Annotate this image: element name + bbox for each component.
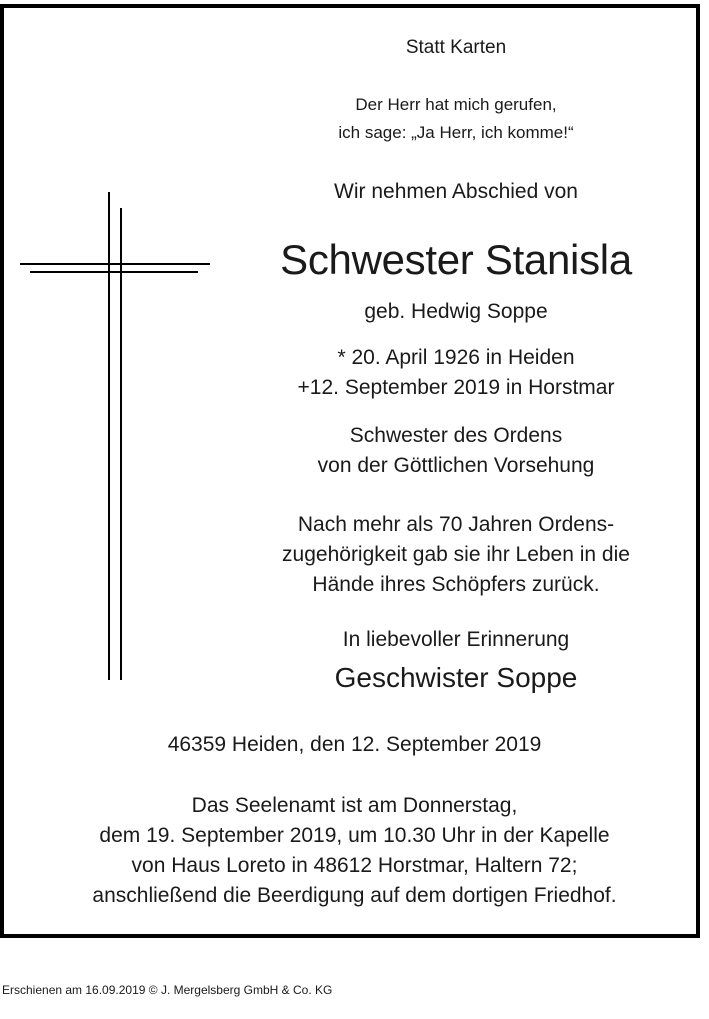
service-line-3: von Haus Loreto in 48612 Horstmar, Haltern 72;	[131, 854, 578, 877]
deceased-name: Schwester Stanisla	[280, 236, 632, 283]
publication-footer: Erschienen am 16.09.2019 © J. Mergelsberg GmbH & Co. KG	[2, 983, 333, 997]
order-line-2: von der Göttlichen Vorsehung	[317, 454, 595, 477]
tribute-line-1: Nach mehr als 70 Jahren Ordens-	[297, 513, 615, 536]
death-date: +12. September 2019 in Horstmar	[297, 376, 615, 399]
intro-text: Wir nehmen Abschied von	[334, 180, 578, 203]
service-line-2: dem 19. September 2019, um 10.30 Uhr in der Kapelle	[99, 824, 610, 847]
birth-date: * 20. April 1926 in Heiden	[337, 346, 575, 369]
place-date: 46359 Heiden, den 12. September 2019	[167, 733, 542, 756]
remembrance-text: In liebevoller Erinnerung	[342, 628, 570, 651]
birth-name: geb. Hedwig Soppe	[364, 300, 548, 323]
service-line-4: anschließend die Beerdigung auf dem dortigen Friedhof.	[92, 884, 617, 907]
verse-line-1: Der Herr hat mich gerufen,	[355, 95, 557, 114]
order-line-1: Schwester des Ordens	[349, 424, 563, 447]
service-line-1: Das Seelenamt ist am Donnerstag,	[191, 794, 518, 817]
cross-icon	[20, 192, 210, 680]
statt-karten: Statt Karten	[405, 37, 507, 58]
signature: Geschwister Soppe	[334, 662, 578, 693]
tribute-line-2: zugehörigkeit gab sie ihr Leben in die	[282, 543, 630, 566]
verse-line-2: ich sage: „Ja Herr, ich komme!“	[338, 123, 574, 142]
tribute-line-3: Hände ihres Schöpfers zurück.	[312, 573, 600, 596]
